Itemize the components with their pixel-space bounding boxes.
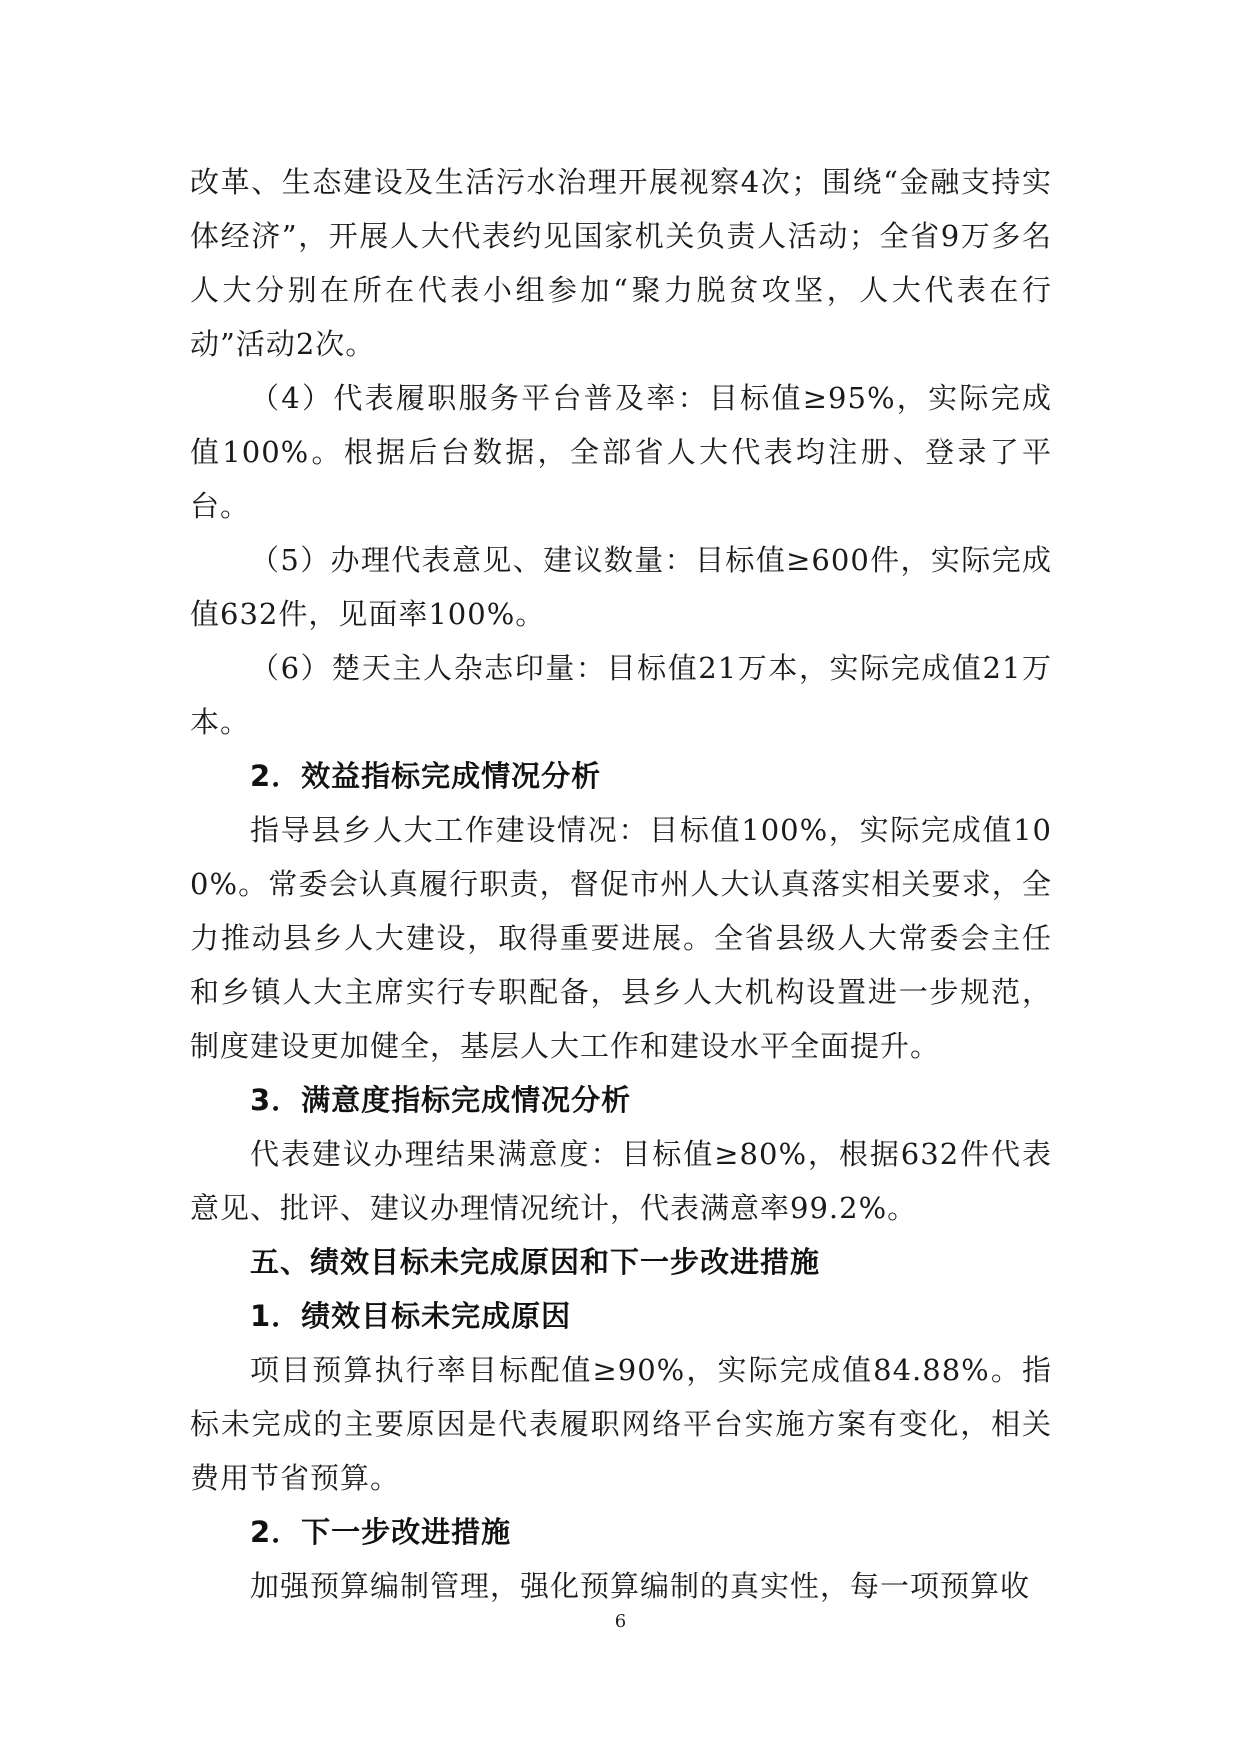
paragraph-platform-rate: （4）代表履职服务平台普及率：目标值≥95%，实际完成值100%。根据后台数据，全部省人大代表均注册、登录了平台。	[190, 381, 1052, 523]
paragraph-inspection: 改革、生态建设及生活污水治理开展视察4次；围绕“金融支持实体经济”，开展人大代表约见国家机关负责人活动；全省9万多名人大分别在所在代表小组参加“聚力脱贫攻坚，人大代表在行动”活动2次。	[190, 165, 1052, 361]
paragraph-budget-execution: 项目预算执行率目标配值≥90%，实际完成值84.88%。指标未完成的主要原因是代表履职网络平台实施方案有变化，相关费用节省预算。	[190, 1353, 1052, 1495]
paragraph-magazine: （6）楚天主人杂志印量：目标值21万本，实际完成值21万本。	[190, 651, 1052, 739]
heading-improvement: 2．下一步改进措施	[250, 1515, 512, 1549]
heading-section-five: 五、绩效目标未完成原因和下一步改进措施	[250, 1245, 821, 1279]
heading-satisfaction-indicators: 3．满意度指标完成情况分析	[250, 1083, 632, 1117]
paragraph-county-township: 指导县乡人大工作建设情况：目标值100%，实际完成值100%。常委会认真履行职责，督促市州人大认真落实相关要求，全力推动县乡人大建设，取得重要进展。全省县级人大常委会主任和乡镇人大主席实行专职配备，县乡人大机构设置进一步规范，制度建设更加健全，基层人大工作和建设水平全面提升。	[190, 813, 1052, 1063]
paragraph-satisfaction: 代表建议办理结果满意度：目标值≥80%，根据632件代表意见、批评、建议办理情况统计，代表满意率99.2%。	[190, 1137, 1052, 1225]
page-body	[190, 155, 1052, 1613]
heading-unmet-reasons: 1．绩效目标未完成原因	[250, 1299, 572, 1333]
paragraph-suggestions: （5）办理代表意见、建议数量：目标值≥600件，实际完成值632件，见面率100%。	[190, 543, 1052, 631]
paragraph-budget-management: 加强预算编制管理，强化预算编制的真实性，每一项预算收	[250, 1569, 1031, 1603]
page-number: 6	[614, 1611, 627, 1632]
heading-benefit-indicators: 2．效益指标完成情况分析	[250, 759, 602, 793]
